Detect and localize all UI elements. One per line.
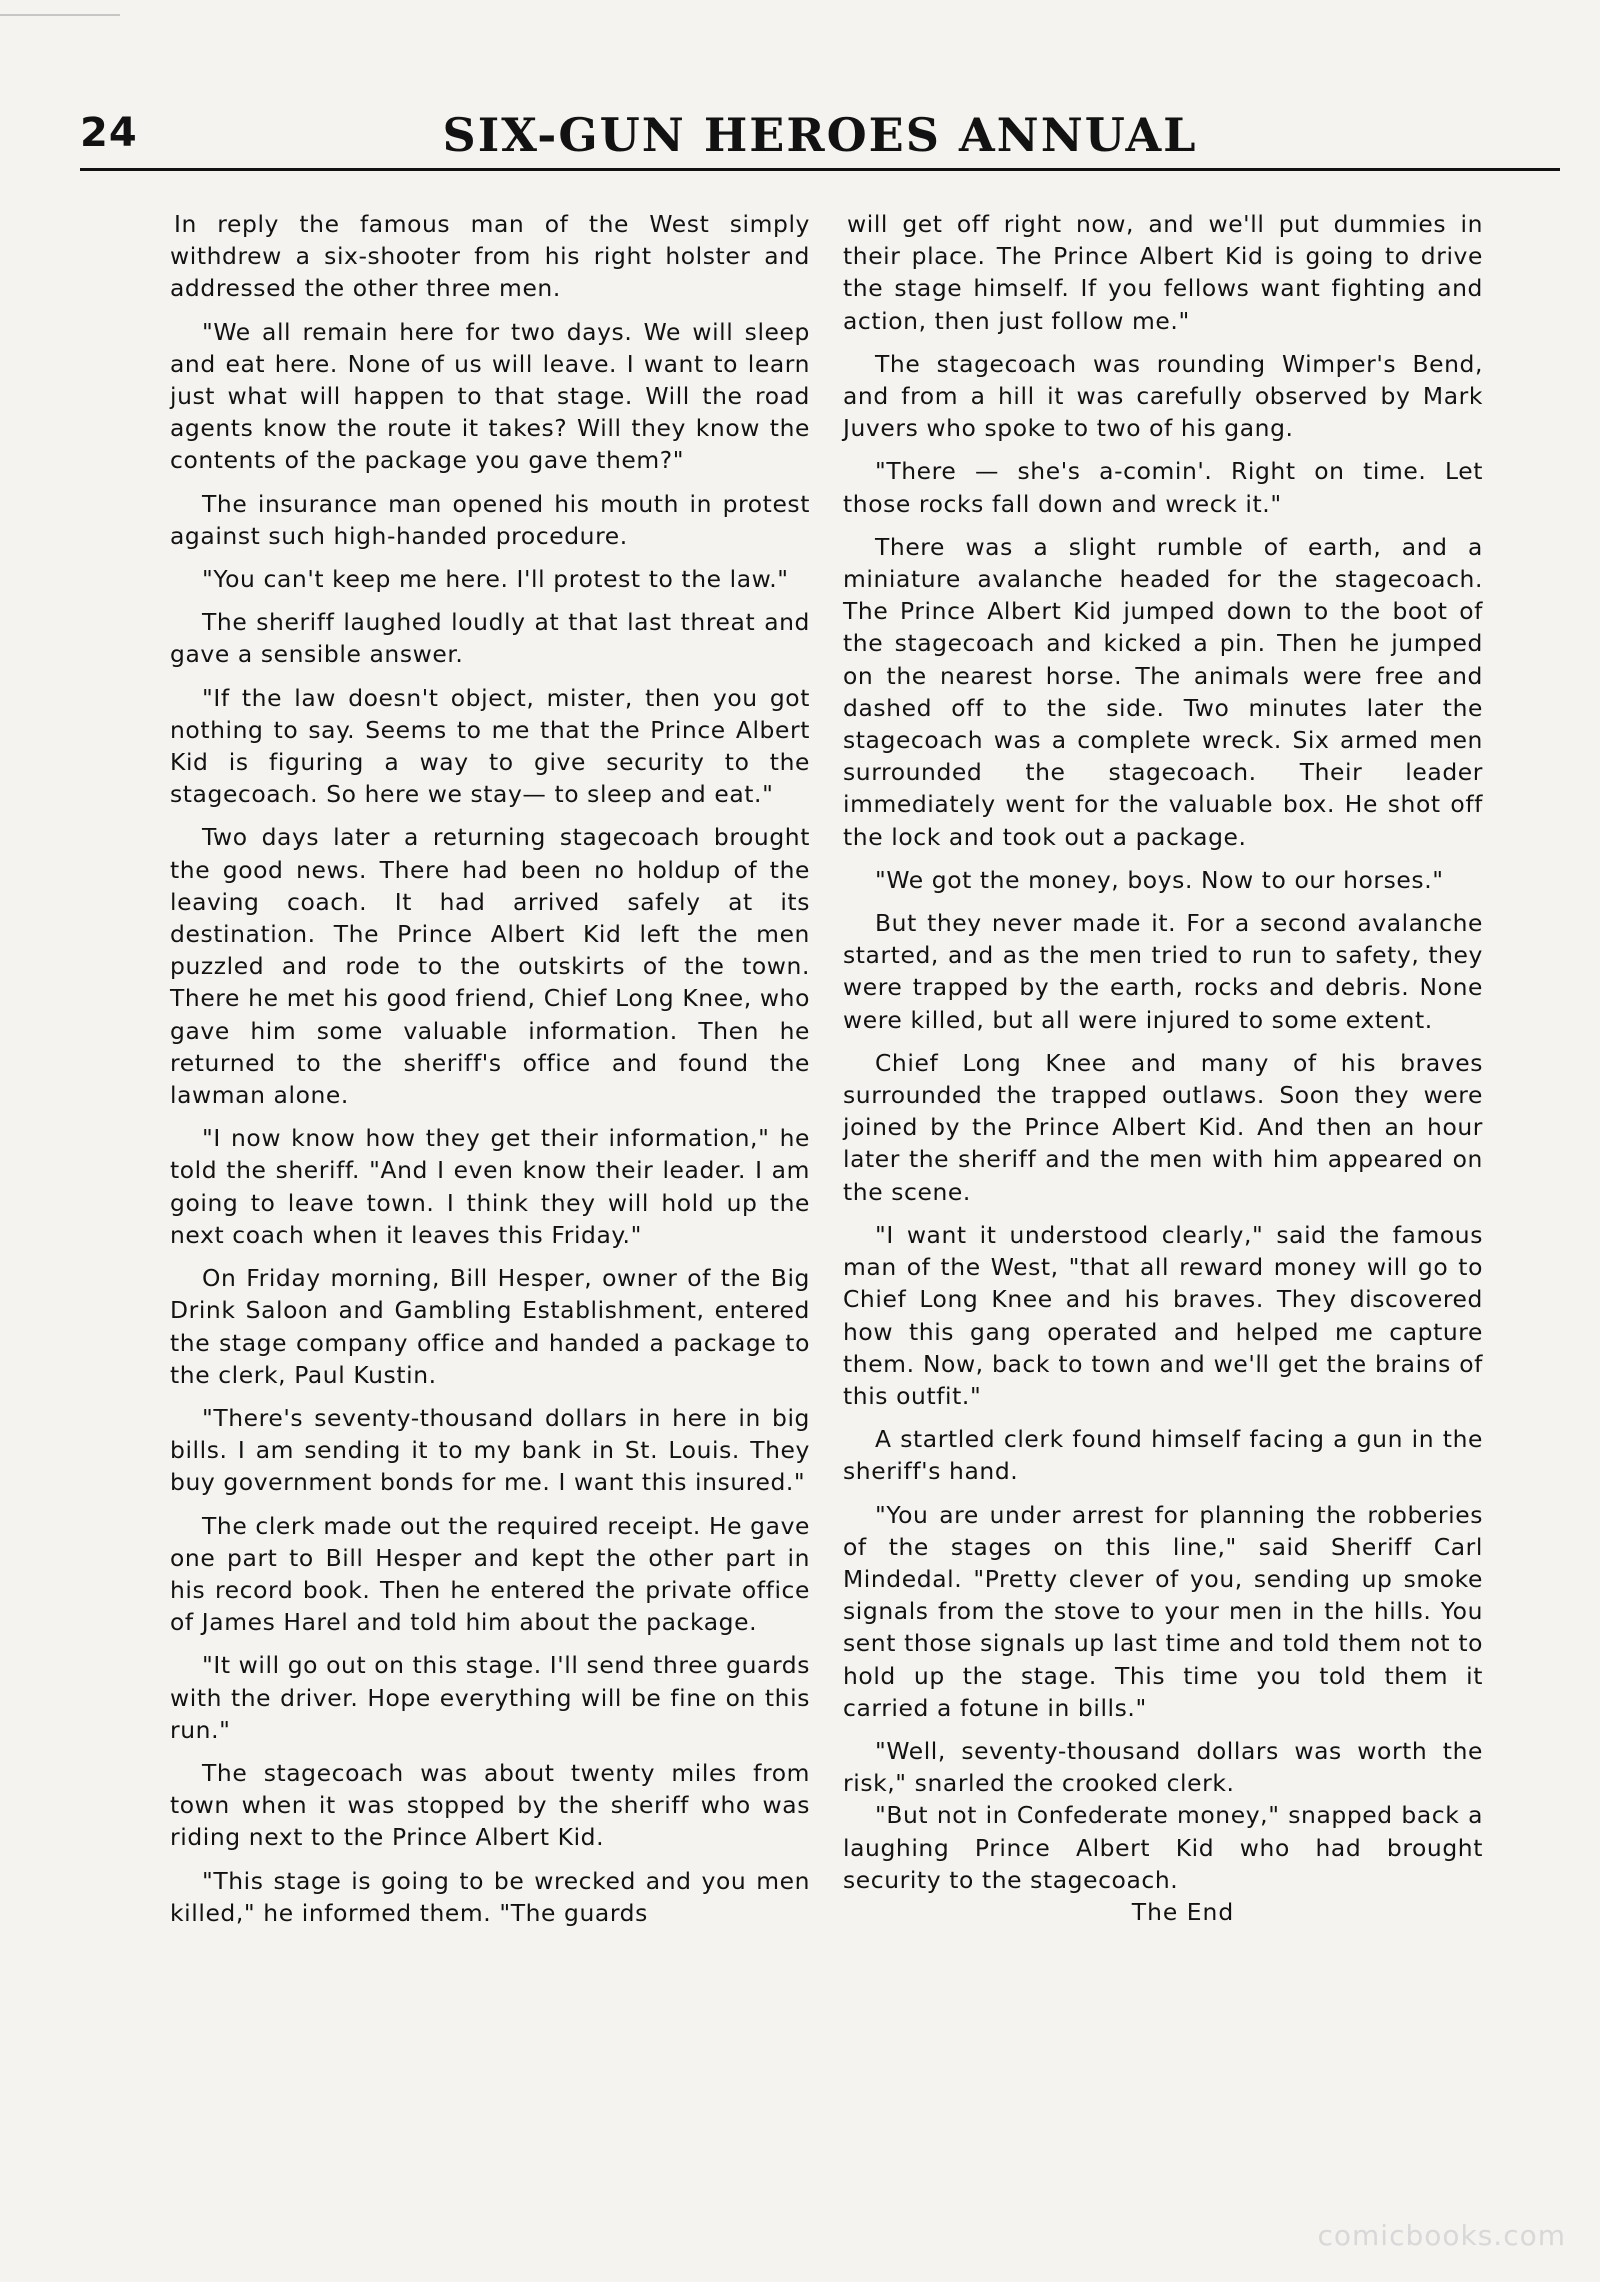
paragraph: "I want it understood clearly," said the famous man of the West, "that all reward money will go to Chief Long Knee and his braves. They discovered how this gang operated and helped me capture them. Now, back to town and we'll get the brains of this outfit." [843, 1220, 1483, 1410]
left-column [170, 208, 810, 1940]
paragraph: The clerk made out the required receipt. He gave one part to Bill Hesper and kept the other part in his record book. Then he entered the private office of James Harel and told him about the package. [170, 1511, 810, 1637]
right-column [843, 208, 1483, 1928]
paragraph: In reply the famous man of the West simply withdrew a six-shooter from his right holster and addressed the other three men. [170, 210, 810, 303]
paragraph: The stagecoach was about twenty miles from town when it was stopped by the sheriff who was riding next to the Prince Albert Kid. [170, 1758, 810, 1852]
paragraph: "You are under arrest for planning the robberies of the stages on this line," said Sheriff Carl Mindedal. "Pretty clever of you, sending up smoke signals from the stove to your men in the hills. You sent those signals up last time and told them not to hold up the stage. This time you told them it carried a fotune in bills." [843, 1500, 1483, 1722]
paragraph: The stagecoach was rounding Wimper's Bend, and from a hill it was carefully observed by Mark Juvers who spoke to two of his gang. [843, 349, 1483, 443]
paragraph: "You can't keep me here. I'll protest to the law." [202, 565, 789, 594]
page-number: 24 [80, 110, 138, 156]
end-marker: The End [1131, 1897, 1235, 1926]
paragraph: "If the law doesn't object, mister, then you got nothing to say. Seems to me that the Prince Albert Kid is figuring a way to give security to the stagecoach. So here we stay— to sleep and eat." [170, 683, 810, 809]
paragraph: "But not in Confederate money," snapped back a laughing Prince Albert Kid who had brought security to the stagecoach. [843, 1801, 1483, 1894]
paragraph: "This stage is going to be wrecked and you men killed," he informed them. "The guards [170, 1866, 810, 1927]
paragraph: There was a slight rumble of earth, and a miniature avalanche headed for the stagecoach. The Prince Albert Kid jumped down to the boot of the stagecoach and kicked a pin. Then he jumped on the nearest horse. The animals were free and dashed off to the side. Two minutes later the stagecoach was a complete wreck. Six armed men surrounded the stagecoach. Their leader immediately went for the valuable box. He shot off the lock and took out a package. [843, 532, 1483, 851]
paragraph: "I now know how they get their information," he told the sheriff. "And I even know their leader. I am going to leave town. I think they will hold up the next coach when it leaves this Friday." [170, 1124, 810, 1249]
paragraph: The insurance man opened his mouth in protest against such high-handed procedure. [170, 489, 810, 550]
page-edge-mark [0, 0, 120, 16]
paragraph: The sheriff laughed loudly at that last threat and gave a sensible answer. [170, 608, 810, 669]
paragraph: "We all remain here for two days. We will sleep and eat here. None of us will leave. I want to learn just what will happen to that stage. Will the road agents know the route it takes? Will they know the contents of the package you gave them?" [170, 317, 810, 475]
paragraph: On Friday morning, Bill Hesper, owner of the Big Drink Saloon and Gambling Establishment, entered the stage company office and handed a package to the clerk, Paul Kustin. [170, 1264, 810, 1389]
page-header [80, 108, 1560, 171]
paragraph: A startled clerk found himself facing a gun in the sheriff's hand. [843, 1425, 1483, 1486]
paragraph: "Well, seventy-thousand dollars was worth the risk," snarled the crooked clerk. [843, 1736, 1483, 1798]
paragraph: "There's seventy-thousand dollars in here in big bills. I am sending it to my bank in St. Louis. They buy government bonds for me. I want this insured." [170, 1403, 810, 1497]
paragraph: "It will go out on this stage. I'll send three guards with the driver. Hope everything will be fine on this run." [170, 1651, 810, 1744]
paragraph: "There — she's a-comin'. Right on time. Let those rocks fall down and wreck it." [843, 457, 1483, 518]
page-title: SIX-GUN HEROES ANNUAL [442, 108, 1198, 162]
watermark: comicbooks.com [1317, 2219, 1566, 2252]
paragraph: But they never made it. For a second avalanche started, and as the men tried to run to safety, they were trapped by the earth, rocks and debris. None were killed, but all were injured to some extent. [843, 909, 1483, 1034]
paragraph: Two days later a returning stagecoach brought the good news. There had been no holdup of the leaving coach. It had arrived safely at its destination. The Prince Albert Kid left the men puzzled and rode to the outskirts of the town. There he met his good friend, Chief Long Knee, who gave him some valuable information. Then he returned to the sheriff's office and found the lawman alone. [170, 823, 810, 1110]
paragraph: will get off right now, and we'll put dummies in their place. The Prince Albert Kid is going to drive the stage himself. If you fellows want fighting and action, then just follow me." [843, 210, 1483, 335]
paragraph: Chief Long Knee and many of his braves surrounded the trapped outlaws. Soon they were joined by the Prince Albert Kid. And then an hour later the sheriff and the men with him appeared on the scene. [843, 1048, 1483, 1206]
paragraph: "We got the money, boys. Now to our horses." [875, 865, 1444, 894]
